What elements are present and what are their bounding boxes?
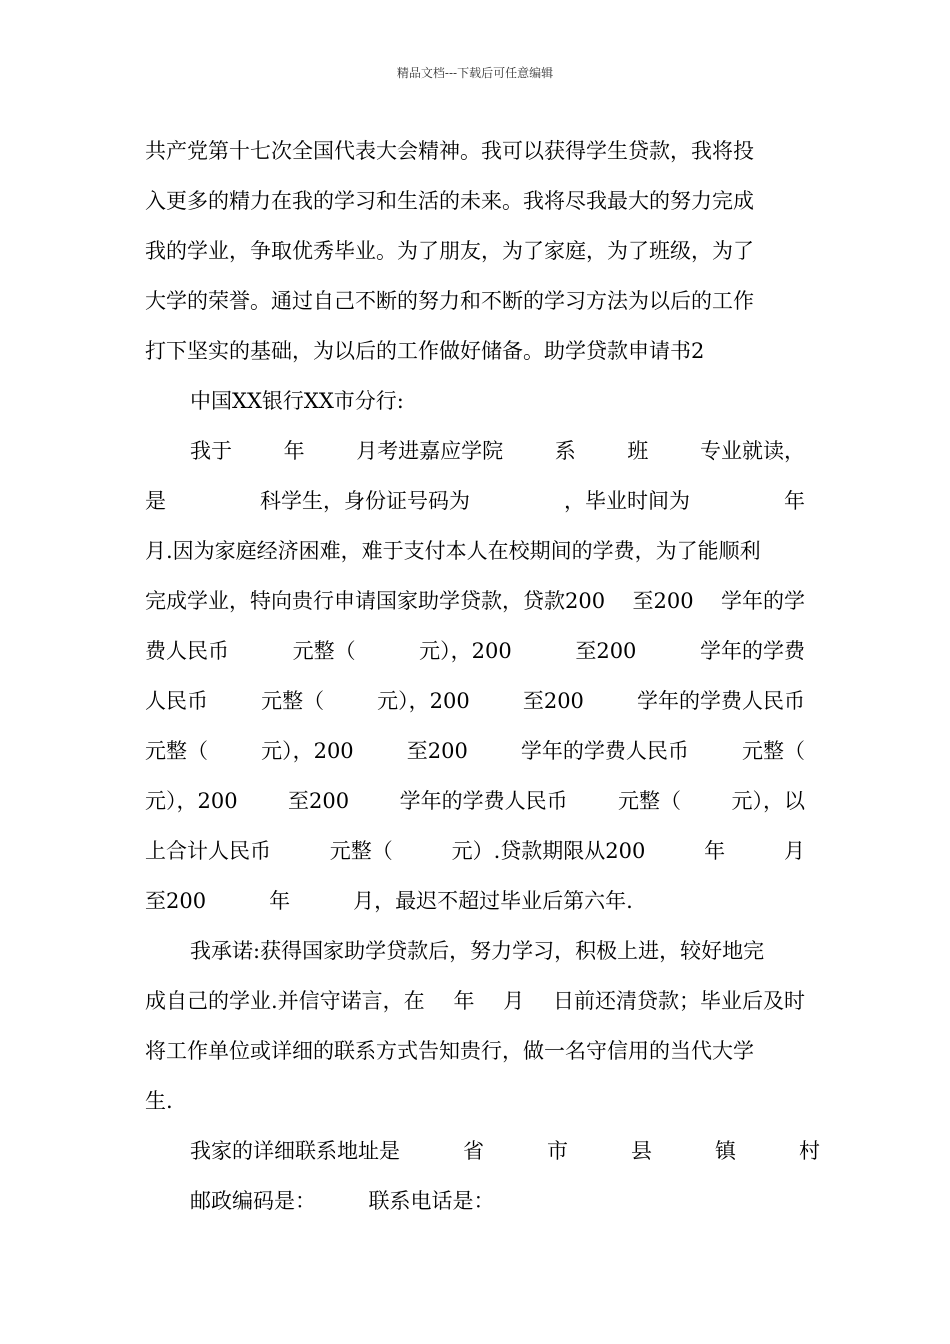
text-segment: 学年的学费人民币 bbox=[520, 739, 689, 763]
text-segment: ，毕业时间为 bbox=[564, 489, 690, 513]
text-segment: 至200 bbox=[406, 739, 468, 763]
text-segment: 年 bbox=[283, 439, 305, 463]
text-line: 邮政编码是： 联系电话是： bbox=[190, 1189, 495, 1213]
text-line: 我家的详细联系地址是 省 市 县 镇 村 bbox=[190, 1139, 820, 1163]
text-segment: 人民币 bbox=[145, 689, 208, 713]
text-line bbox=[145, 986, 805, 1016]
text-segment: 月 bbox=[503, 989, 525, 1013]
text-line: 生. bbox=[145, 1089, 173, 1113]
text-segment: 元），200 bbox=[419, 639, 512, 663]
text-line bbox=[145, 1036, 805, 1066]
text-line bbox=[145, 686, 805, 716]
text-segment: 我的学业，争取优秀毕业。为了朋友，为了家庭，为了班级，为了 bbox=[145, 239, 754, 263]
text-segment: 入更多的精力在我的学习和生活的未来。我将尽我最大的努力完成 bbox=[145, 189, 754, 213]
text-segment: 年 bbox=[784, 489, 805, 513]
text-segment: 至200 bbox=[522, 689, 584, 713]
text-segment: 系 bbox=[554, 439, 576, 463]
text-segment: 元）.贷款期限从200 bbox=[451, 839, 646, 863]
text-line bbox=[145, 436, 805, 466]
text-line bbox=[145, 836, 805, 866]
text-segment: 元），以 bbox=[731, 789, 805, 813]
text-line: 中国XX银行XX市分行: bbox=[190, 389, 404, 413]
text-line: 打下坚实的基础，为以后的工作做好储备。助学贷款申请书2 bbox=[145, 339, 705, 363]
text-segment: 年 bbox=[704, 839, 726, 863]
text-line bbox=[145, 536, 805, 566]
text-segment: 至200 bbox=[632, 589, 694, 613]
text-segment: 元），200 bbox=[377, 689, 470, 713]
text-segment: 专业就读， bbox=[699, 439, 805, 463]
text-segment: 元整（ bbox=[742, 739, 805, 763]
text-line bbox=[145, 236, 805, 266]
text-segment: 我承诺:获得国家助学贷款后，努力学习，积极上进，较好地完 bbox=[190, 939, 765, 963]
text-segment: 上合计人民币 bbox=[145, 839, 271, 863]
text-segment: 元），200 bbox=[145, 789, 238, 813]
text-segment: 科学生，身份证号码为 bbox=[260, 489, 470, 513]
text-segment: 大学的荣誉。通过自己不断的努力和不断的学习方法为以后的工作 bbox=[145, 289, 754, 313]
text-segment: 学年的学 bbox=[721, 589, 805, 613]
text-segment: 成自己的学业.并信守诺言，在 bbox=[145, 989, 425, 1013]
text-line bbox=[145, 136, 805, 166]
text-segment: 至200 bbox=[575, 639, 637, 663]
text-segment: 学年的学费人民币 bbox=[637, 689, 805, 713]
text-line bbox=[145, 486, 805, 516]
text-line bbox=[145, 286, 805, 316]
text-line bbox=[145, 736, 805, 766]
text-segment: 月 bbox=[783, 839, 805, 863]
text-line bbox=[145, 186, 805, 216]
text-segment: 月.因为家庭经济困难，难于支付本人在校期间的学费，为了能顺利 bbox=[145, 539, 761, 563]
text-segment: 将工作单位或详细的联系方式告知贵行，做一名守信用的当代大学 bbox=[145, 1039, 754, 1063]
page-header: 精品文档---下载后可任意编辑 bbox=[396, 66, 554, 80]
text-line: 至200 年 月，最迟不超过毕业后第六年. bbox=[145, 889, 633, 913]
text-segment: 完成学业，特向贵行申请国家助学贷款，贷款200 bbox=[145, 589, 606, 613]
text-segment: 至200 bbox=[288, 789, 350, 813]
text-segment: 共产党第十七次全国代表大会精神。我可以获得学生贷款，我将投 bbox=[145, 139, 754, 163]
text-segment: 元整（ bbox=[145, 739, 208, 763]
text-segment: 元整（ bbox=[261, 689, 325, 713]
text-line bbox=[145, 786, 805, 816]
text-line bbox=[145, 636, 805, 666]
text-segment: 班 bbox=[627, 439, 649, 463]
text-segment: 是 bbox=[145, 489, 166, 513]
text-segment: 元整（ bbox=[618, 789, 682, 813]
text-line bbox=[145, 586, 805, 616]
text-segment: 月考进嘉应学院 bbox=[356, 439, 504, 463]
text-segment: 元整（ bbox=[292, 639, 356, 663]
text-segment: 年 bbox=[453, 989, 475, 1013]
text-segment: 日前还清贷款；毕业后及时 bbox=[552, 989, 805, 1013]
text-segment: 我于 bbox=[190, 439, 232, 463]
text-segment: 学年的学费 bbox=[700, 639, 805, 663]
text-segment: 费人民币 bbox=[145, 639, 229, 663]
text-segment: 元），200 bbox=[261, 739, 354, 763]
text-segment: 学年的学费人民币 bbox=[399, 789, 568, 813]
text-line bbox=[145, 936, 805, 966]
text-segment: 元整（ bbox=[329, 839, 393, 863]
